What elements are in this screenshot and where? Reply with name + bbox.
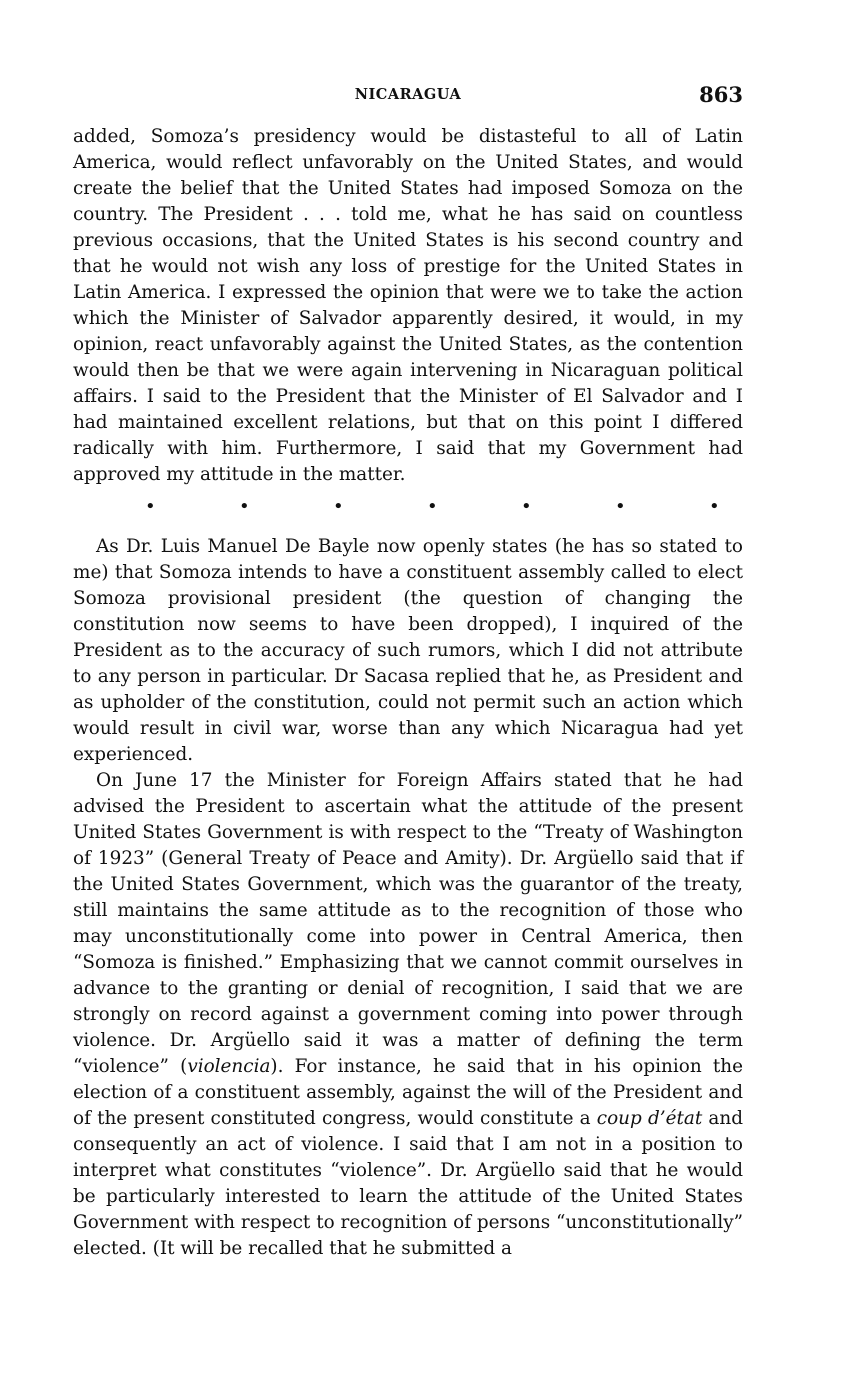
- running-header: [73, 82, 743, 112]
- italic-coup-detat: coup d’état: [596, 1108, 703, 1129]
- ellipsis-dot: •: [239, 496, 250, 517]
- paragraph-continuation: added, Somoza’s presidency would be distasteful to all of Latin America, would reflect unfavorably on the United States, and would create the belief that the United States had imposed Somoza on the country. The President . . . told me, what he has said on countless previous occasions, that the United States is his second country and that he would not wish any loss of prestige for the United States in Latin America. I expressed the opinion that were we to take the action which the Minister of Salvador apparently desired, it would, in my opinion, react unfavorably against the United States, as the contention would then be that we were again intervening in Nicaraguan political affairs. I said to the President that the Minister of El Salvador and I had maintained excellent relations, but that on this point I differed radically with him. Furthermore, I said that my Government had approved my attitude in the matter.: [73, 126, 743, 485]
- ellipsis-dot: •: [615, 496, 626, 517]
- ellipsis-dot: •: [427, 496, 438, 517]
- ellipsis-dot: •: [145, 496, 156, 517]
- ellipsis-separator: [73, 494, 743, 520]
- body-text: [73, 124, 743, 1262]
- paragraph-june-17-part-2: ). For instance, he said that in his opinion the election of a constituent assembly, against the will of the President and of the present constituted congress, would constitute a: [73, 1056, 743, 1129]
- document-page: [73, 82, 743, 1262]
- paragraph-june-17: [73, 768, 743, 1262]
- ellipsis-dot: •: [521, 496, 532, 517]
- paragraph-june-17-part-1: On June 17 the Minister for Foreign Affairs stated that he had advised the President to ascertain what the attitude of the present United States Government is with respect to the “Treaty of Washington of 1923” (General Treaty of Peace and Amity). Dr. Argüello said that if the United States Government, which was the guarantor of the treaty, still maintains the same attitude as to the recognition of those who may unconstitutionally come into power in Central America, then “Somoza is finished.” Emphasizing that we cannot commit ourselves in advance to the granting or denial of recognition, I said that we are strongly on record against a government coming into power through violence. Dr. Argüello said it was a matter of defining the term “violence” (: [73, 770, 743, 1077]
- paragraph-de-bayle: As Dr. Luis Manuel De Bayle now openly states (he has so stated to me) that Somoza intends to have a constituent assembly called to elect Somoza provisional president (the question of changing the constitution now seems to have been dropped), I inquired of the President as to the accuracy of such rumors, which I did not attribute to any person in particular. Dr Sacasa replied that he, as President and as upholder of the constitution, could not permit such an action which would result in civil war, worse than any which Nicaragua had yet experienced.: [73, 536, 743, 765]
- page-number: 863: [699, 82, 743, 107]
- paragraph-june-17-part-3: and consequently an act of violence. I said that I am not in a position to interpret what constitutes “violence”. Dr. Argüello said that he would be particularly interested to learn the attitude of the United States Government with respect to recognition of persons “unconstitutionally” elected. (It will be recalled that he submitted a: [73, 1108, 743, 1259]
- ellipsis-dot: •: [333, 496, 344, 517]
- ellipsis-dot: •: [709, 496, 720, 517]
- running-title: NICARAGUA: [354, 86, 462, 103]
- italic-violencia: violencia: [187, 1056, 271, 1077]
